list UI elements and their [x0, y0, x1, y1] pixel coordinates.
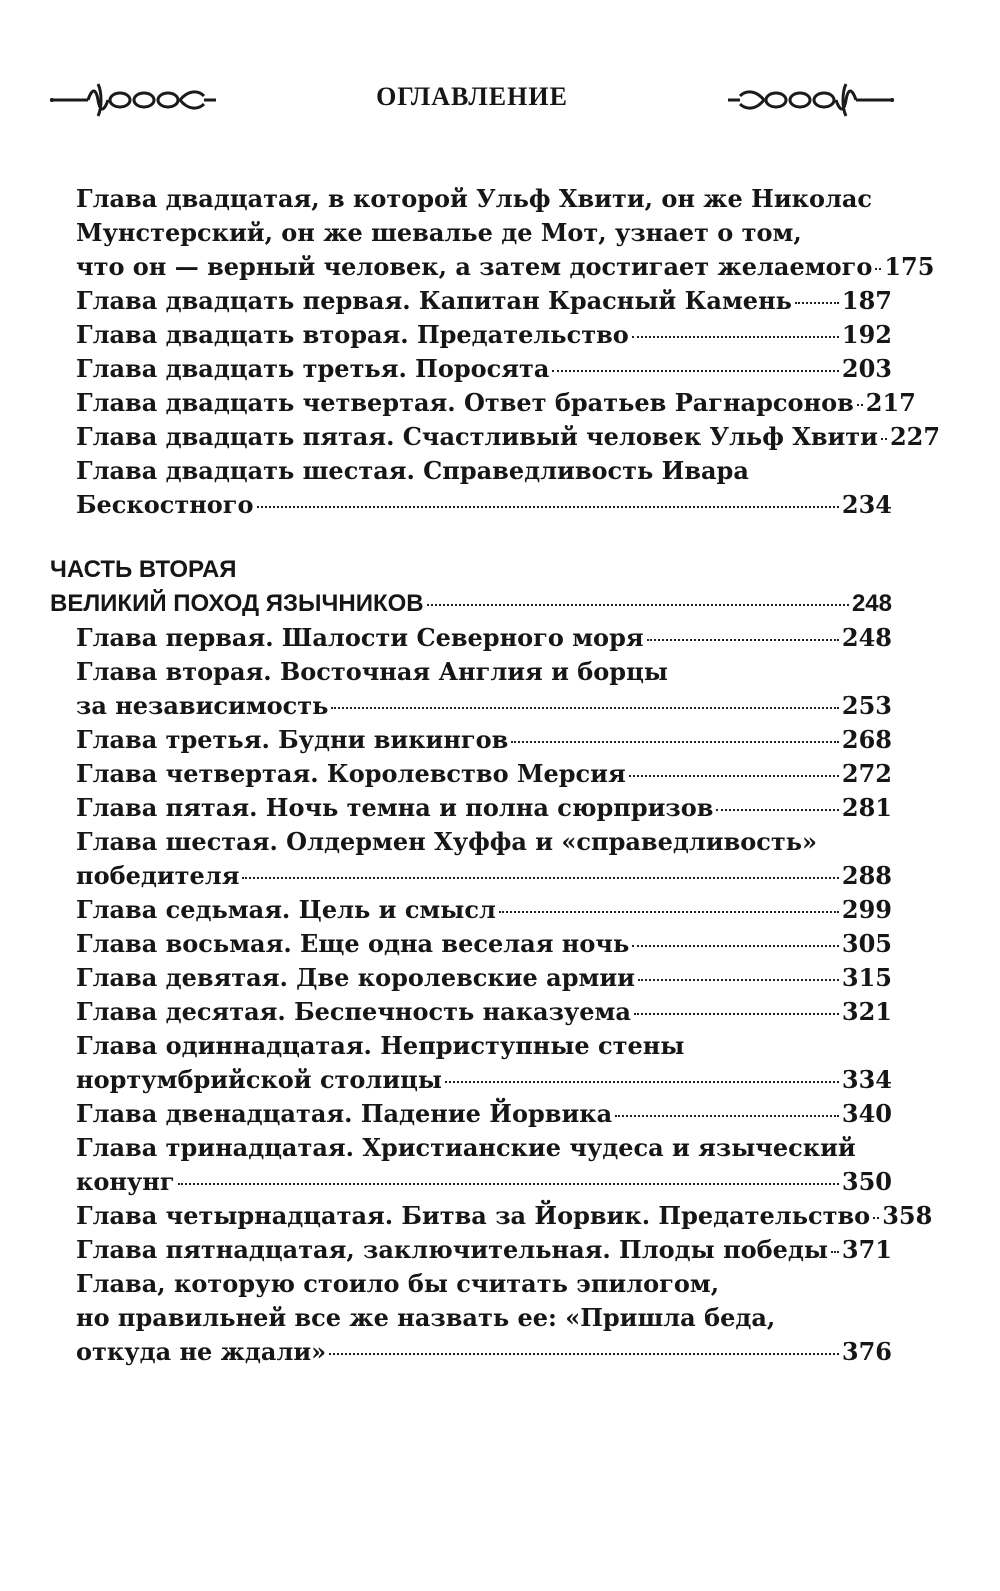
- page-number: 340: [841, 1099, 892, 1128]
- toc-entry: [76, 1063, 892, 1097]
- entry-title: Глава пятнадцатая, заключительная. Плоды победы: [76, 1235, 828, 1264]
- page-number: 217: [865, 388, 916, 417]
- toc-entry: [76, 352, 892, 386]
- page-number: 253: [841, 691, 892, 720]
- toc-entry: [76, 825, 892, 859]
- toc-entry: [76, 386, 916, 420]
- page-number: 299: [841, 895, 892, 924]
- dot-leader: [795, 302, 839, 304]
- dot-leader: [632, 945, 839, 947]
- dot-leader: [873, 1217, 879, 1219]
- page-number: 192: [841, 320, 892, 349]
- ornament-scroll-icon: [726, 78, 896, 122]
- page-number: 305: [841, 929, 892, 958]
- toc-entry: [76, 1267, 892, 1301]
- toc-entry: [76, 995, 892, 1029]
- dot-leader: [445, 1081, 839, 1083]
- entry-title: Глава десятая. Беспечность наказуема: [76, 997, 631, 1026]
- dot-leader: [511, 741, 839, 743]
- entry-title: Глава двадцать третья. Поросята: [76, 354, 550, 383]
- entry-title: Бескостного: [76, 490, 254, 519]
- page-number: 376: [841, 1337, 892, 1366]
- page-number: 248: [851, 590, 892, 617]
- dot-leader: [647, 639, 839, 641]
- page-number: 371: [841, 1235, 892, 1264]
- entry-title: Глава двадцать четвертая. Ответ братьев Рагнарсонов: [76, 388, 854, 417]
- page-number: 227: [889, 422, 941, 451]
- entry-title: Глава, которую стоило бы считать эпилогом,: [76, 1269, 720, 1298]
- toc-entry: [76, 689, 892, 723]
- toc-entry: [76, 723, 892, 757]
- entry-title: ВЕЛИКИЙ ПОХОД ЯЗЫЧНИКОВ: [50, 590, 424, 617]
- entry-title: Глава двадцать вторая. Предательство: [76, 320, 629, 349]
- entry-title: Глава вторая. Восточная Англия и борцы: [76, 657, 668, 686]
- dot-leader: [632, 336, 839, 338]
- entry-title: конунг: [76, 1167, 175, 1196]
- toc-entry: [76, 420, 941, 454]
- page-title: ОГЛАВЛЕНИЕ: [376, 82, 568, 111]
- page-number: 187: [841, 286, 892, 315]
- toc-entry: [76, 893, 892, 927]
- entry-title: Мунстерский, он же шевалье де Мот, узнает о том,: [76, 218, 802, 247]
- dot-leader: [831, 1251, 839, 1253]
- dot-leader: [857, 404, 863, 406]
- page-number: 281: [841, 793, 892, 822]
- dot-leader: [331, 707, 838, 709]
- dot-leader: [552, 370, 839, 372]
- toc-entry: [76, 655, 892, 689]
- entry-title: Глава двадцатая, в которой Ульф Хвити, он же Николас: [76, 184, 873, 213]
- entry-title: но правильней все же назвать ее: «Пришла беда,: [76, 1303, 776, 1332]
- dot-leader: [257, 506, 839, 508]
- dot-leader: [638, 979, 839, 981]
- dot-leader: [716, 809, 838, 811]
- entry-title: Глава третья. Будни викингов: [76, 725, 509, 754]
- page-number: 248: [841, 623, 892, 652]
- toc-entry: [76, 621, 892, 655]
- page-number: 334: [841, 1065, 892, 1094]
- toc-entry: [76, 284, 892, 318]
- dot-leader: [329, 1353, 839, 1355]
- toc-entry: [76, 1165, 892, 1199]
- page-number: 288: [841, 861, 892, 890]
- entry-title: Глава тринадцатая. Христианские чудеса и языческий: [76, 1133, 856, 1162]
- dot-leader: [499, 911, 839, 913]
- page-number: 203: [841, 354, 892, 383]
- toc-entry: [76, 927, 892, 961]
- page-number: 358: [882, 1201, 933, 1230]
- entry-title: Глава восьмая. Еще одна веселая ночь: [76, 929, 630, 958]
- toc-entry: [76, 1233, 892, 1267]
- entry-title: победителя: [76, 861, 240, 890]
- dot-leader: [629, 775, 839, 777]
- dot-leader: [615, 1115, 839, 1117]
- toc-entry: [76, 1029, 892, 1063]
- toc-entry: [76, 1199, 933, 1233]
- toc-entry: [76, 1301, 892, 1335]
- entry-title: Глава пятая. Ночь темна и полна сюрпризов: [76, 793, 714, 822]
- page-number: 175: [884, 252, 935, 281]
- page-number: 321: [841, 997, 892, 1026]
- entry-title: Глава шестая. Олдермен Хуффа и «справедливость»: [76, 827, 818, 856]
- part-heading: ЧАСТЬ ВТОРАЯ: [50, 556, 237, 583]
- entry-title: Глава четвертая. Королевство Мерсия: [76, 759, 626, 788]
- page-number: 272: [841, 759, 892, 788]
- toc-entry: [76, 859, 892, 893]
- toc-entry: [76, 1335, 892, 1369]
- dot-leader: [427, 604, 849, 606]
- entry-title: откуда не ждали»: [76, 1337, 327, 1366]
- entry-title: Глава двадцать шестая. Справедливость Ивара: [76, 456, 749, 485]
- entry-title: Глава седьмая. Цель и смысл: [76, 895, 496, 924]
- entry-title: Глава двенадцатая. Падение Йорвика: [76, 1099, 613, 1128]
- page-number: 350: [841, 1167, 892, 1196]
- toc-entry: [76, 318, 892, 352]
- entry-title: Глава первая. Шалости Северного моря: [76, 623, 644, 652]
- dot-leader: [881, 438, 887, 440]
- dot-leader: [178, 1183, 839, 1185]
- toc-entry: [76, 216, 892, 250]
- dot-leader: [242, 877, 838, 879]
- toc-entry: [76, 182, 892, 216]
- page-number: 315: [841, 963, 892, 992]
- entry-title: Глава одиннадцатая. Неприступные стены: [76, 1031, 685, 1060]
- toc-entry: [76, 1097, 892, 1131]
- entry-title: Глава двадцать пятая. Счастливый человек Ульф Хвити: [76, 422, 878, 451]
- page-number: 234: [841, 490, 892, 519]
- entry-title: что он — верный человек, а затем достигает желаемого: [76, 252, 873, 281]
- entry-title: Глава девятая. Две королевские армии: [76, 963, 635, 992]
- dot-leader: [875, 268, 881, 270]
- toc-entry: [76, 1131, 892, 1165]
- part-subheading: [50, 587, 892, 621]
- toc-entry: [76, 250, 935, 284]
- entry-title: Глава четырнадцатая. Битва за Йорвик. Предательство: [76, 1201, 871, 1230]
- toc-header: [48, 74, 896, 124]
- entry-title: Глава двадцать первая. Капитан Красный Камень: [76, 286, 792, 315]
- toc-entry: [76, 757, 892, 791]
- page-number: 268: [841, 725, 892, 754]
- dot-leader: [634, 1013, 839, 1015]
- entry-title: нортумбрийской столицы: [76, 1065, 442, 1094]
- toc-entry: [76, 791, 892, 825]
- toc-entry: [76, 488, 892, 522]
- toc-entry: [76, 961, 892, 995]
- entry-title: за независимость: [76, 691, 329, 720]
- toc-entry: [76, 454, 892, 488]
